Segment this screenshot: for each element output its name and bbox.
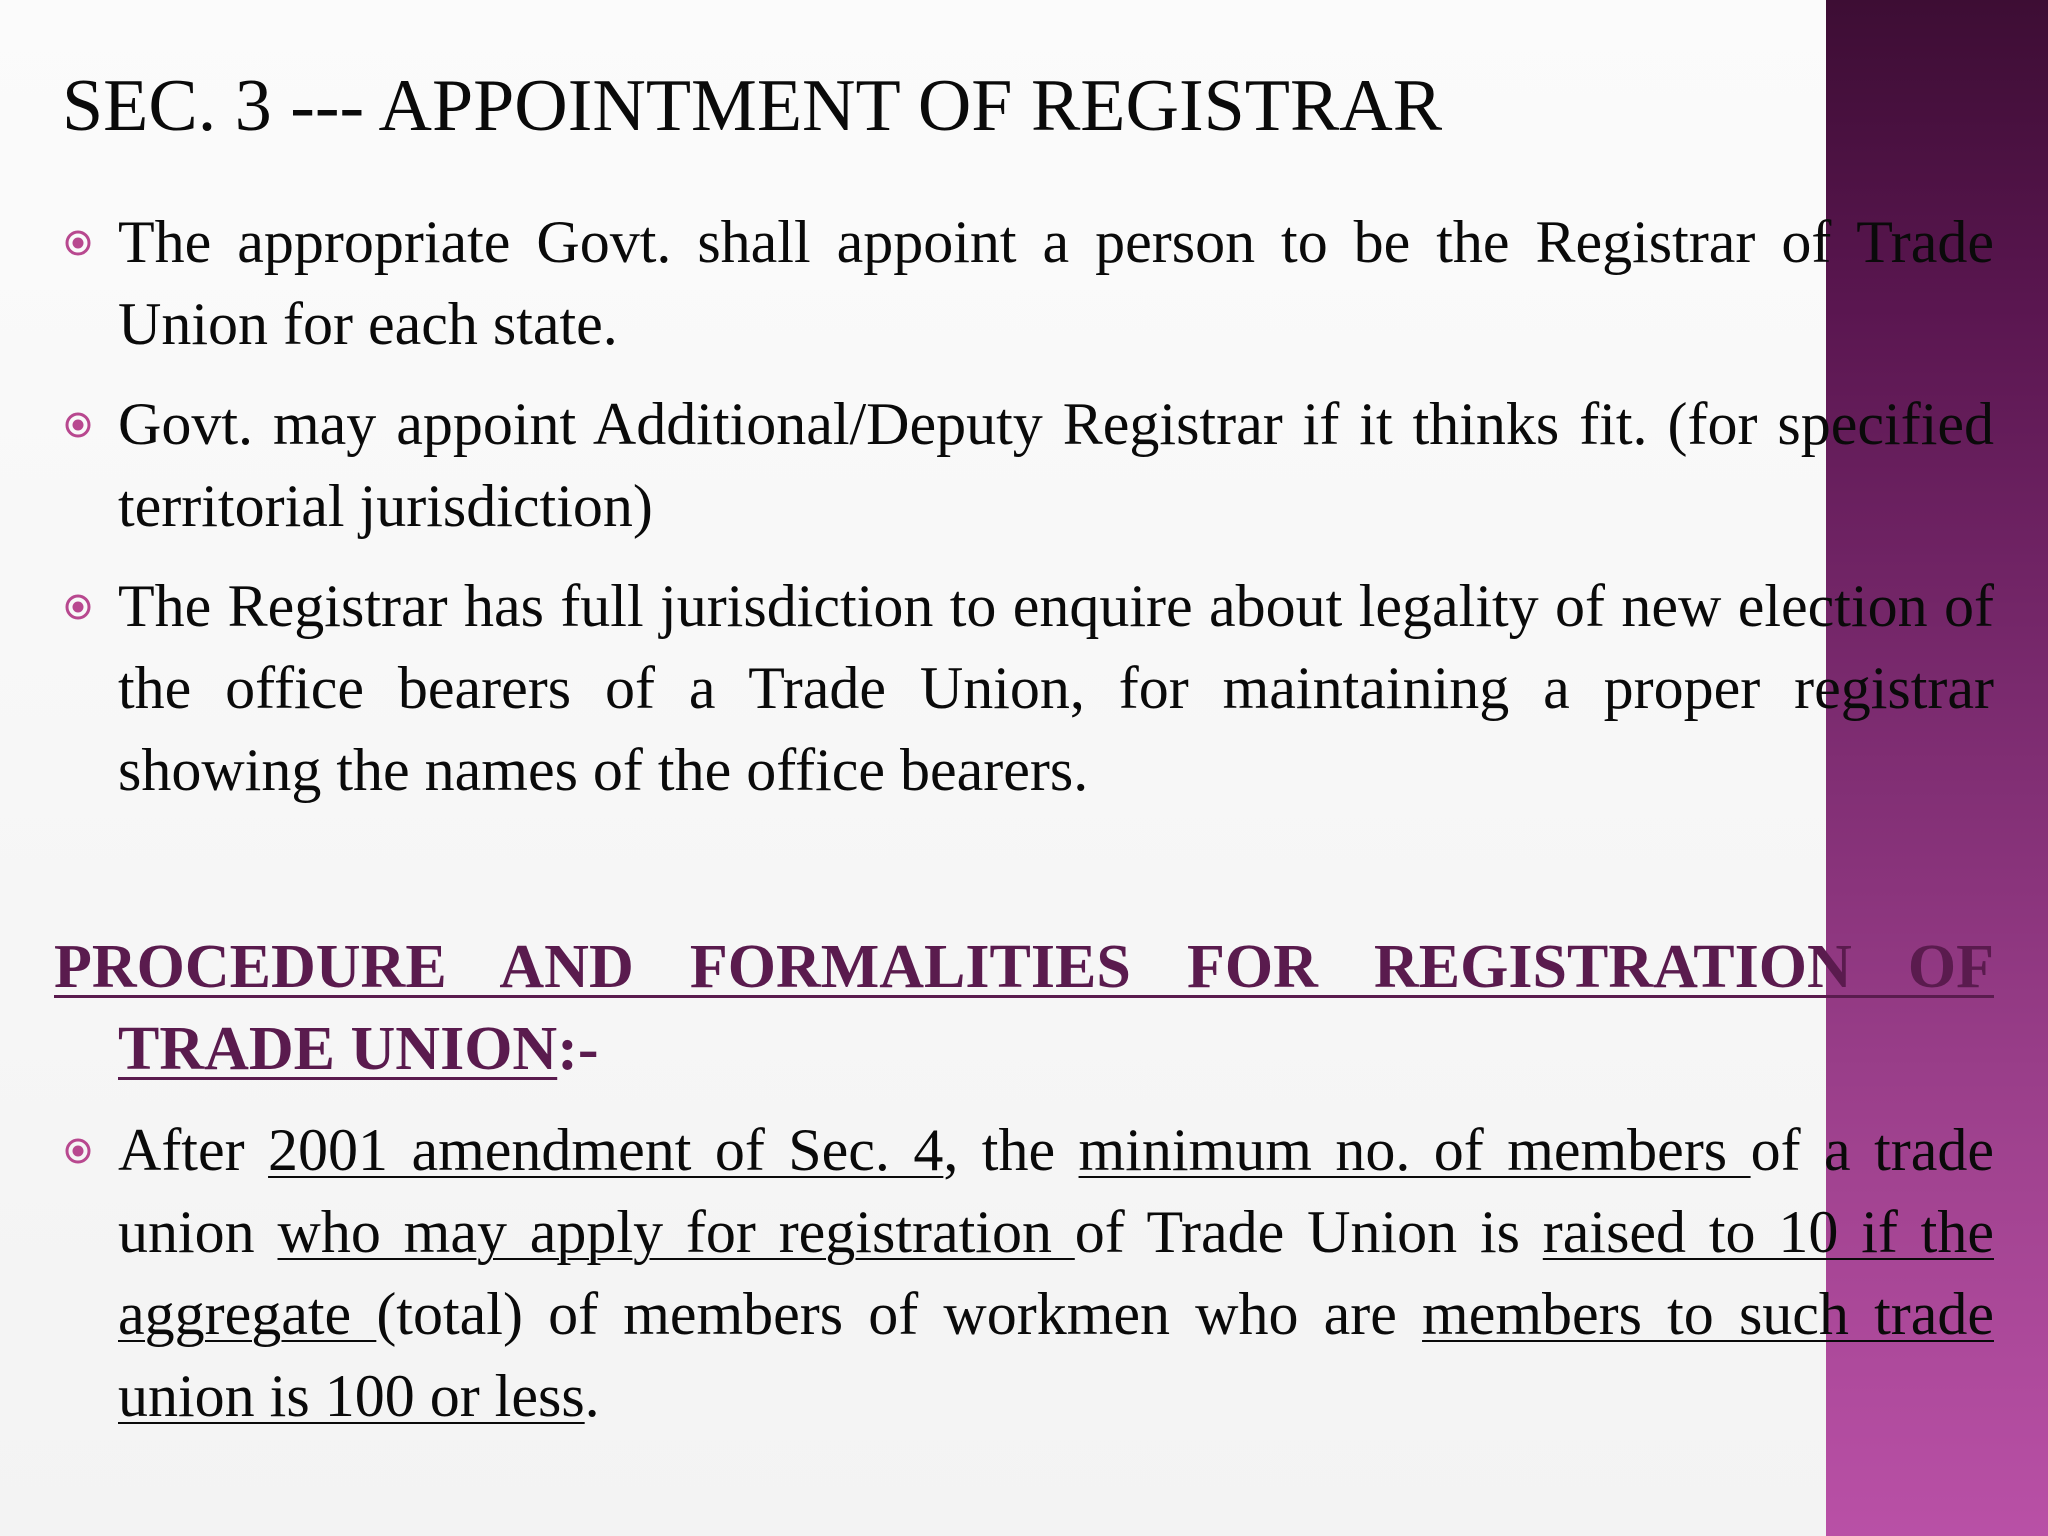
bullet-text — [118, 1109, 1994, 1437]
section-heading-suffix: :- — [557, 1015, 599, 1083]
amendment-text: . — [584, 1363, 600, 1429]
circled-dot-icon — [64, 229, 92, 257]
amendment-underlined-text: members to such trade union is 100 or less — [118, 1281, 1994, 1429]
amendment-underlined-text: who may apply for registration — [277, 1199, 1075, 1265]
circled-dot-icon — [64, 411, 92, 439]
bullet-text: The appropriate Govt. shall appoint a person to be the Registrar of Trade Union for each state. — [118, 209, 1994, 357]
amendment-text: of Trade Union is — [1074, 1199, 1543, 1265]
bullet-item — [62, 565, 1994, 811]
bullet-text: The Registrar has full jurisdiction to enquire about legality of new election of the office bearers of a Trade Union, for maintaining a proper registrar showing the names of the office bearers. — [118, 573, 1994, 803]
amendment-text: of a trade union — [118, 1117, 1995, 1265]
amendment-underlined-text: 2001 amendment of Sec. 4 — [268, 1117, 944, 1183]
section-heading — [54, 926, 1994, 1090]
amendment-underlined-text: raised to 10 if the aggregate — [118, 1199, 1994, 1347]
bullet-item — [62, 1109, 1994, 1437]
bullet-item — [62, 201, 1994, 365]
amendment-text: , the — [943, 1117, 1079, 1183]
section-heading-line1: PROCEDURE AND FORMALITIES FOR REGISTRATION OF — [54, 933, 1994, 1001]
amendment-text: (total) of members of workmen who are — [376, 1281, 1423, 1347]
amendment-text: After — [118, 1117, 269, 1183]
slide-title: SEC. 3 --- APPOINTMENT OF REGISTRAR — [62, 65, 1443, 147]
bullet-item — [62, 383, 1994, 547]
section-heading-underlined: TRADE UNION — [118, 1015, 558, 1083]
circled-dot-icon — [64, 1137, 92, 1165]
section-heading-line2 — [118, 1008, 1994, 1090]
amendment-underlined-text: minimum no. of members — [1078, 1117, 1751, 1183]
bullet-text: Govt. may appoint Additional/Deputy Registrar if it thinks fit. (for specified territorial jurisdiction) — [118, 391, 1994, 539]
circled-dot-icon — [64, 593, 92, 621]
